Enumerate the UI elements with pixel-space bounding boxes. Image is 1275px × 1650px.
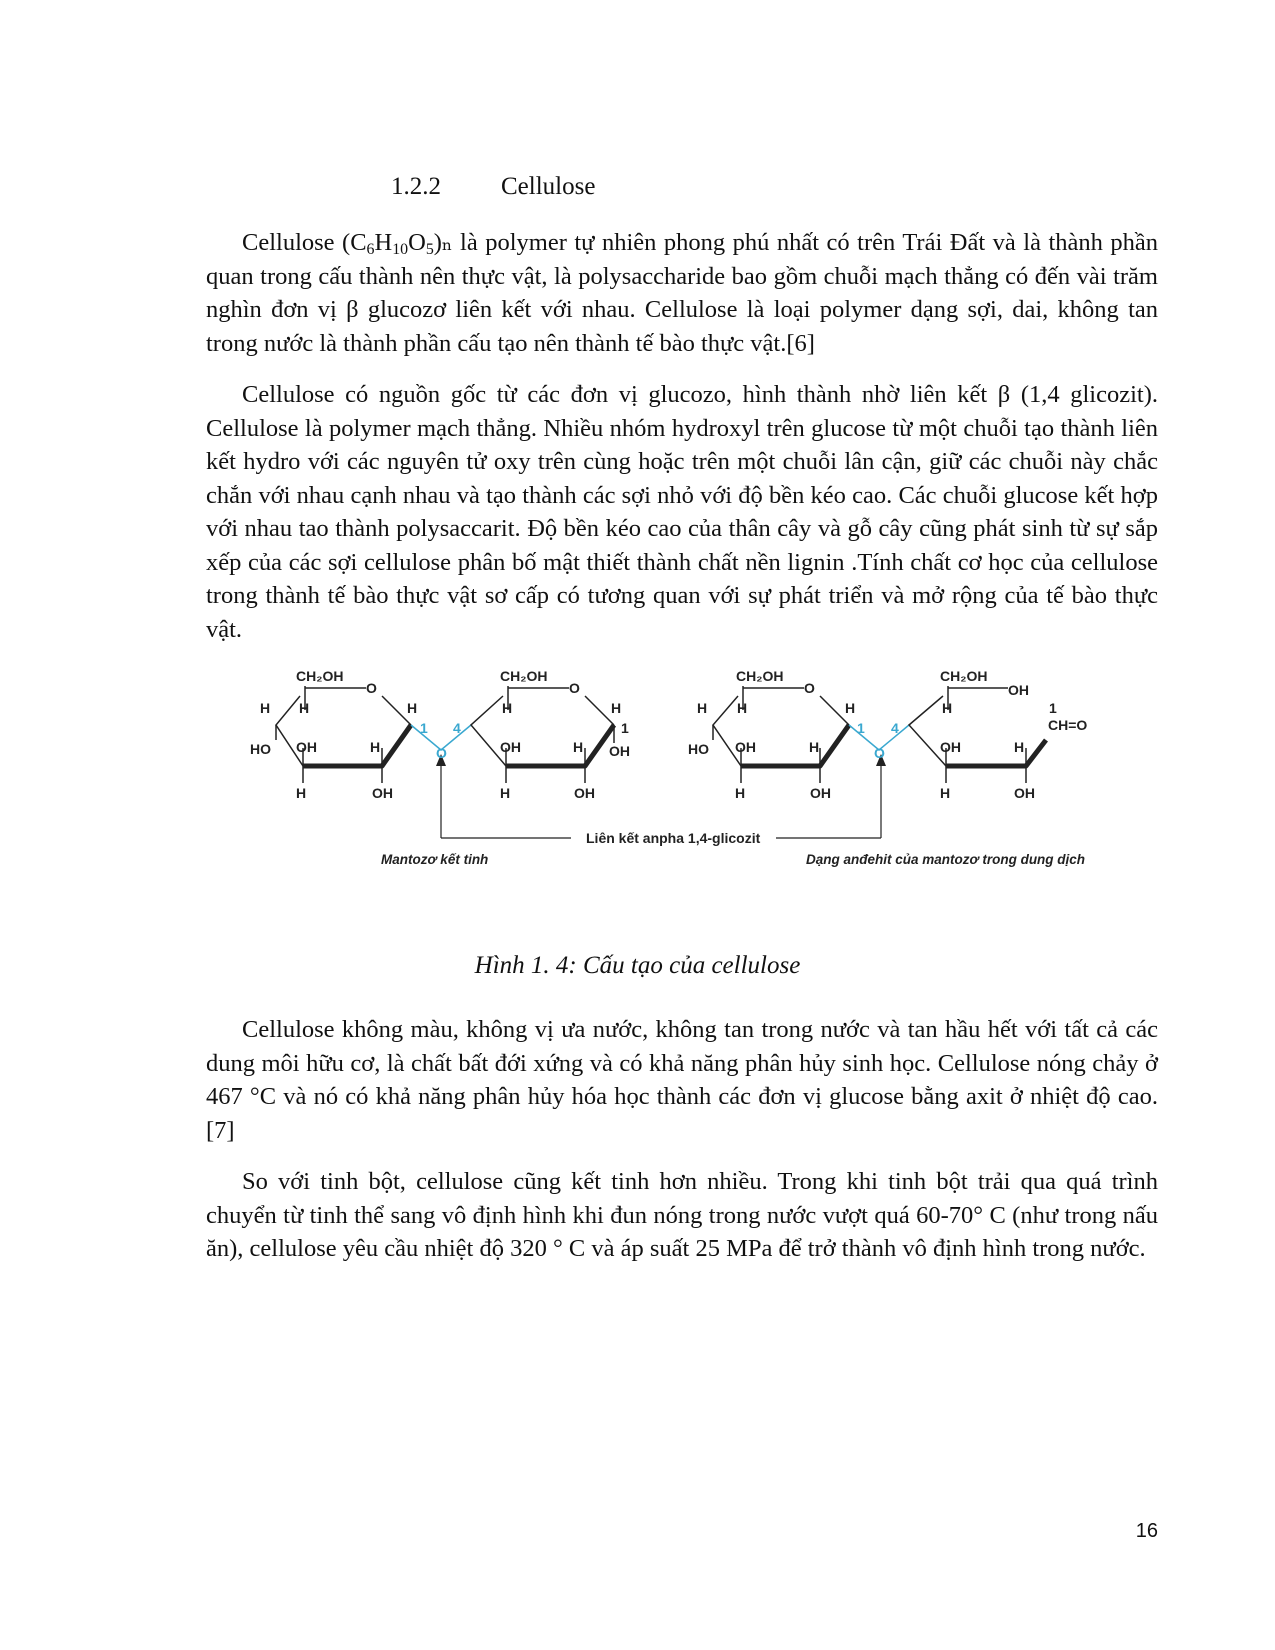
ring1-h-right: H — [407, 700, 418, 716]
right-note: Dạng anđehit của mantozơ trong dung dịch — [806, 852, 1086, 867]
ring2-h-mid: H — [573, 739, 584, 755]
paragraph-4-text: So với tinh bột, cellulose cũng kết tinh hơn nhiều. Trong khi tinh bột trải qua quá trình chuyển từ tinh thể sang vô định hình khi đun nóng trong nước vượt quá 60-70° C (như trong nấu ăn), cellulose yêu cầu nhiệt độ 320 ° C và áp suất 25 MPa để trở thành vô định hình trong nước. — [206, 1168, 1158, 1262]
ring3-h-left: H — [697, 700, 708, 716]
formula-prefix: Cellulose (C — [242, 229, 367, 256]
ring1-h-left: H — [260, 700, 271, 716]
ring1-ch2oh: CH₂OH — [296, 668, 344, 684]
ring2-oh-mid: OH — [500, 739, 521, 755]
formula-h: H — [374, 229, 393, 256]
formula-o: O — [408, 229, 426, 256]
section-heading — [391, 173, 595, 201]
ring2-pos4: 4 — [453, 720, 461, 736]
ring1-pos1: 1 — [420, 720, 428, 736]
ring4-h-top: H — [942, 700, 953, 716]
ring4-oh-bottom: OH — [1014, 785, 1035, 801]
paragraph-1 — [206, 226, 1158, 360]
ring3-oh-mid: OH — [735, 739, 756, 755]
glucose-ring-3 — [713, 686, 849, 783]
ring1-h-inner: H — [299, 700, 310, 716]
maltose-structure-figure — [250, 668, 1176, 918]
formula-sub-h: 10 — [392, 240, 409, 258]
section-title: Cellulose — [501, 173, 596, 200]
ring1-oh-bottom: OH — [372, 785, 393, 801]
paragraph-3-text: Cellulose không màu, không vị ưa nước, không tan trong nước và tan hầu hết với tất cả các dung môi hữu cơ, là chất bất đới xứng và có khả năng phân hủy sinh học. Cellulose nóng chảy ở 467 °C và nó có khả năng phân hủy hóa học thành các đơn vị glucose bằng axit ở nhiệt độ cao.[7] — [206, 1016, 1158, 1144]
glycosidic-o-2: O — [874, 745, 885, 761]
ring4-pos4: 4 — [891, 720, 899, 736]
paragraph-2-text: Cellulose có nguồn gốc từ các đơn vị glucozo, hình thành nhờ liên kết β (1,4 glicozit). Cellulose là polymer mạch thẳng. Nhiều nhóm hydroxyl trên glucose từ một chuỗi tạo thành liên kết hydro với các nguyên tử oxy trên cùng hoặc trên một chuỗi lân cận, giữ các chuỗi này chắc chắn với nhau cạnh nhau và tạo thành các sợi nhỏ với độ bền kéo cao. Các chuỗi glucose kết hợp với nhau tao thành polysaccarit. Độ bền kéo cao của thân cây và gỗ cây cũng phát sinh từ sự sắp xếp của các sợi cellulose phân bố mật thiết thành chất nền lignin .Tính chất cơ học của cellulose trong thành tế bào thực vật sơ cấp có tương quan với sự phát triển và mở rộng của tế bào thực vật. — [206, 381, 1158, 643]
paragraph-3 — [206, 1013, 1158, 1147]
ring2-h-right: H — [611, 700, 622, 716]
paragraph-2 — [206, 378, 1158, 646]
ring1-h-mid: H — [370, 739, 381, 755]
ring3-h-right: H — [845, 700, 856, 716]
ring4-oh-mid: OH — [940, 739, 961, 755]
ring1-oh-mid: OH — [296, 739, 317, 755]
ring3-h-bottom: H — [735, 785, 746, 801]
ring2-ch2oh: CH₂OH — [500, 668, 548, 684]
ring2-h-bottom: H — [500, 785, 511, 801]
ring2-oh-right: OH — [609, 743, 630, 759]
ring1-ho: HO — [250, 741, 271, 757]
ring4-cho: CH=O — [1048, 717, 1088, 733]
ring4-pos1: 1 — [1049, 700, 1057, 716]
ring2-h-top: H — [502, 700, 513, 716]
linkage-label: Liên kết anpha 1,4-glicozit — [586, 830, 761, 846]
formula-sub-c: 6 — [366, 240, 375, 258]
page-number: 16 — [1135, 1520, 1158, 1542]
paragraph-1-text: là polymer tự nhiên phong phú nhất có trên Trái Đất và là thành phần quan trong cấu thành nên thực vật, là polysaccharide bao gồm chuỗi mạch thẳng có đến vài trăm nghìn đơn vị β glucozơ liên kết với nhau. Cellulose là loại polymer dạng sợi, dai, không tan trong nước là thành phần cấu tạo nên thành tế bào thực vật.[6] — [206, 229, 1158, 357]
ring3-o: O — [804, 680, 815, 696]
glucose-ring-4-open — [909, 686, 1046, 783]
paragraph-4 — [206, 1165, 1158, 1266]
ring4-h-bottom: H — [940, 785, 951, 801]
ring2-o: O — [569, 680, 580, 696]
ring2-pos1: 1 — [621, 720, 629, 736]
glucose-ring-1 — [276, 686, 411, 783]
glycosidic-o-1: O — [436, 745, 447, 761]
ring1-h-bottom: H — [296, 785, 307, 801]
glucose-ring-2 — [471, 686, 614, 783]
ring4-oh-top: OH — [1008, 682, 1029, 698]
ring3-ch2oh: CH₂OH — [736, 668, 784, 684]
ring4-h-mid: H — [1014, 739, 1025, 755]
ring4-ch2oh: CH₂OH — [940, 668, 988, 684]
formula-sub-o: 5 — [425, 240, 434, 258]
ring1-o: O — [366, 680, 377, 696]
ring3-h-inner: H — [737, 700, 748, 716]
ring3-oh-bottom: OH — [810, 785, 831, 801]
ring3-h-mid: H — [809, 739, 820, 755]
ring3-ho: HO — [688, 741, 709, 757]
figure-caption: Hình 1. 4: Cấu tạo của cellulose — [474, 952, 801, 979]
ring3-pos1: 1 — [857, 720, 865, 736]
formula-suffix: )ₙ — [433, 229, 453, 256]
left-note: Mantozơ kết tinh — [381, 852, 489, 867]
ring2-oh-bottom: OH — [574, 785, 595, 801]
section-number: 1.2.2 — [391, 173, 441, 200]
